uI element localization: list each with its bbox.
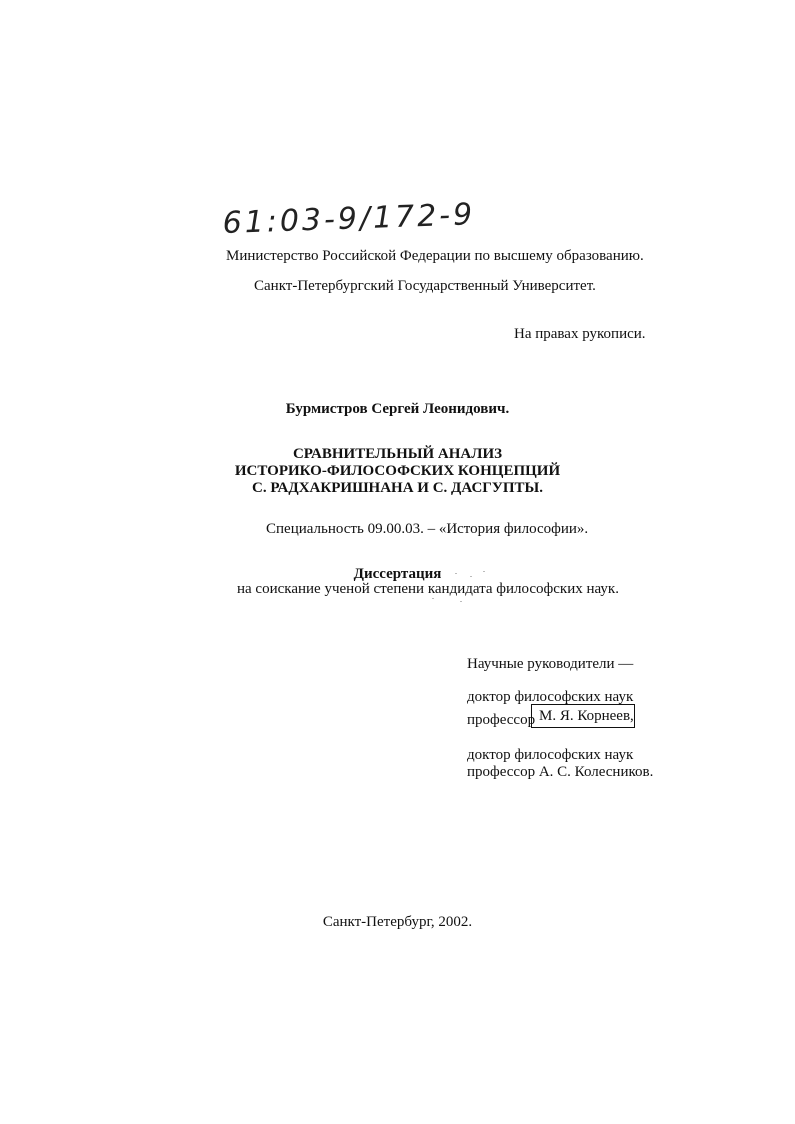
scan-speck xyxy=(460,601,462,602)
author-name: Бурмистров Сергей Леонидович. xyxy=(285,401,510,417)
scan-speck xyxy=(470,576,472,577)
city-year: Санкт-Петербург, 2002. xyxy=(322,914,473,930)
supervisors-heading: Научные руководители — xyxy=(467,656,634,672)
scan-speck xyxy=(455,573,457,574)
university-line: Санкт-Петербургский Государственный Университет. xyxy=(254,278,596,294)
ministry-line: Министерство Российской Федерации по высшему образованию. xyxy=(226,248,644,264)
title-line-3: С. РАДХАКРИШНАНА И С. ДАСГУПТЫ. xyxy=(251,480,543,496)
supervisor-1-name-box: М. Я. Корнеев, xyxy=(531,704,635,728)
supervisor-1-degree: доктор философских наук xyxy=(467,689,634,705)
specialty-line: Специальность 09.00.03. – «История философии». xyxy=(266,521,589,537)
supervisor-1-title: профессор xyxy=(467,712,536,728)
dissertation-purpose: на соискание ученой степени кандидата философских наук. xyxy=(237,581,619,597)
manuscript-note: На правах рукописи. xyxy=(514,326,646,342)
supervisor-2-title-name: профессор А. С. Колесников. xyxy=(467,764,654,780)
title-line-2: ИСТОРИКО-ФИЛОСОФСКИХ КОНЦЕПЦИЙ xyxy=(234,463,561,479)
archive-code-handwritten: 61:03-9/172-9 xyxy=(222,197,476,241)
dissertation-type: Диссертация xyxy=(353,566,442,582)
dissertation-title xyxy=(0,446,795,497)
scan-speck xyxy=(483,571,485,572)
scan-speck xyxy=(432,598,434,599)
supervisor-2-degree: доктор философских наук xyxy=(467,747,634,763)
title-line-1: СРАВНИТЕЛЬНЫЙ АНАЛИЗ xyxy=(292,446,503,462)
